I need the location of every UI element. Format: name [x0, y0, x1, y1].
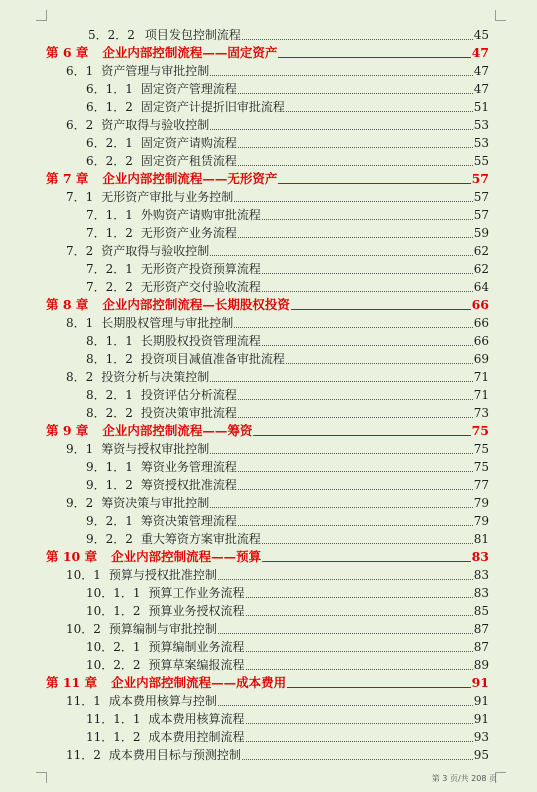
toc-entry-page: 77	[473, 478, 489, 492]
toc-leader-dots	[262, 273, 473, 274]
toc-entry[interactable]	[46, 728, 489, 746]
toc-entry-number: 6．1	[66, 64, 94, 78]
toc-entry-number: 9．1．1	[86, 460, 133, 474]
toc-entry-title: 企业内部控制流程——固定资产	[102, 45, 278, 60]
toc-chapter-entry[interactable]	[46, 170, 489, 188]
toc-entry-number: 10．2	[66, 622, 101, 636]
toc-leader-dots	[218, 579, 473, 580]
toc-leader-dots	[238, 237, 473, 238]
toc-leader-dots	[234, 201, 472, 202]
toc-entry[interactable]	[46, 476, 489, 494]
toc-entry-title: 无形资产投资预算流程	[140, 262, 261, 276]
toc-leader-dots	[253, 435, 470, 436]
toc-entry-title: 成本费用核算流程	[148, 712, 245, 726]
toc-leader-dots	[286, 363, 473, 364]
toc-entry-page: 66	[473, 334, 489, 348]
toc-entry-number: 8．2．2	[86, 406, 133, 420]
toc-entry-title: 成本费用核算与控制	[108, 694, 217, 708]
toc-entry-title: 长期股权管理与审批控制	[101, 316, 234, 330]
crop-mark-top-left	[36, 10, 47, 21]
toc-entry-number: 第 8 章	[46, 297, 89, 312]
toc-chapter-entry[interactable]	[46, 422, 489, 440]
toc-entry-number: 7．1．2	[86, 226, 133, 240]
toc-leader-dots	[238, 165, 473, 166]
toc-entry-page: 57	[473, 190, 489, 204]
toc-entry-title: 预算编制业务流程	[148, 640, 245, 654]
toc-leader-dots	[262, 345, 473, 346]
toc-entry-title: 投资项目减值准备审批流程	[140, 352, 285, 366]
toc-entry[interactable]	[46, 152, 489, 170]
toc-entry-page: 59	[473, 226, 489, 240]
toc-entry-page: 62	[473, 244, 489, 258]
toc-entry[interactable]	[46, 134, 489, 152]
toc-entry-title: 预算业务授权流程	[148, 604, 245, 618]
toc-entry[interactable]	[46, 692, 489, 710]
toc-leader-dots	[262, 291, 473, 292]
toc-entry-page: 66	[473, 316, 489, 330]
toc-entry-number: 11．2	[66, 748, 101, 762]
toc-entry[interactable]	[46, 746, 489, 764]
toc-entry-number: 11．1．2	[86, 730, 141, 744]
toc-entry-number: 11．1．1	[86, 712, 141, 726]
toc-entry-page: 75	[471, 423, 489, 438]
toc-entry-number: 8．1	[66, 316, 94, 330]
toc-entry-number: 5．2．2	[88, 28, 135, 42]
toc-entry-title: 投资决策审批流程	[140, 406, 237, 420]
toc-entry-title: 筹资业务管理流程	[140, 460, 237, 474]
toc-leader-dots	[210, 255, 472, 256]
toc-entry-page: 87	[473, 622, 489, 636]
toc-entry-page: 69	[473, 352, 489, 366]
toc-leader-dots	[238, 471, 473, 472]
toc-entry-number: 6．2	[66, 118, 94, 132]
toc-leader-dots	[210, 129, 472, 130]
toc-entry-number: 7．1．1	[86, 208, 133, 222]
toc-leader-dots	[246, 669, 473, 670]
toc-entry-title: 固定资产请购流程	[140, 136, 237, 150]
toc-entry-page: 55	[473, 154, 489, 168]
toc-entry-title: 企业内部控制流程——预算	[111, 549, 262, 564]
toc-entry[interactable]	[46, 404, 489, 422]
toc-leader-dots	[278, 57, 470, 58]
toc-entry-page: 91	[473, 712, 489, 726]
toc-entry[interactable]	[46, 368, 489, 386]
toc-entry-title: 无形资产交付验收流程	[140, 280, 261, 294]
toc-entry-number: 9．2	[66, 496, 94, 510]
toc-chapter-entry[interactable]	[46, 296, 489, 314]
toc-entry[interactable]	[46, 242, 489, 260]
toc-entry-number: 6．2．1	[86, 136, 133, 150]
toc-entry[interactable]	[46, 602, 489, 620]
toc-entry-number: 11．1	[66, 694, 101, 708]
toc-entry[interactable]	[46, 440, 489, 458]
toc-entry[interactable]	[46, 458, 489, 476]
toc-leader-dots	[246, 723, 473, 724]
toc-entry-title: 无形资产业务流程	[140, 226, 237, 240]
toc-entry[interactable]	[46, 566, 489, 584]
toc-entry-number: 9．2．1	[86, 514, 133, 528]
toc-leader-dots	[291, 309, 471, 310]
toc-leader-dots	[246, 597, 473, 598]
toc-entry-title: 固定资产租赁流程	[140, 154, 237, 168]
toc-entry-title: 筹资授权批准流程	[140, 478, 237, 492]
toc-entry-title: 资产取得与验收控制	[101, 244, 210, 258]
toc-entry-page: 64	[473, 280, 489, 294]
toc-entry-page: 47	[473, 64, 489, 78]
toc-entry-number: 10．1．1	[86, 586, 141, 600]
toc-leader-dots	[210, 75, 472, 76]
toc-entry-page: 75	[473, 442, 489, 456]
toc-entry-number: 6．1．1	[86, 82, 133, 96]
toc-leader-dots	[238, 147, 473, 148]
toc-entry[interactable]	[46, 224, 489, 242]
toc-entry-page: 62	[473, 262, 489, 276]
toc-entry[interactable]	[46, 116, 489, 134]
toc-entry[interactable]	[46, 80, 489, 98]
toc-entry-page: 57	[471, 171, 489, 186]
toc-entry[interactable]	[46, 386, 489, 404]
toc-entry-number: 9．1．2	[86, 478, 133, 492]
toc-entry-page: 53	[473, 136, 489, 150]
toc-leader-dots	[246, 615, 473, 616]
toc-entry-page: 89	[473, 658, 489, 672]
toc-entry-title: 预算工作业务流程	[148, 586, 245, 600]
toc-leader-dots	[238, 93, 473, 94]
toc-entry-page: 91	[473, 694, 489, 708]
toc-entry-page: 47	[473, 82, 489, 96]
crop-mark-bottom-left	[36, 772, 47, 783]
toc-entry-number: 6．1．2	[86, 100, 133, 114]
page-number-footer: 第 3 页/共 208 页	[431, 774, 497, 783]
toc-leader-dots	[238, 525, 473, 526]
toc-leader-dots	[278, 183, 470, 184]
toc-entry[interactable]	[46, 584, 489, 602]
toc-leader-dots	[238, 489, 473, 490]
toc-leader-dots	[262, 219, 473, 220]
toc-entry-title: 筹资与授权审批控制	[101, 442, 210, 456]
toc-entry-number: 8．2	[66, 370, 94, 384]
toc-leader-dots	[210, 507, 472, 508]
toc-entry-title: 固定资产计提折旧审批流程	[140, 100, 285, 114]
toc-entry-page: 75	[473, 460, 489, 474]
toc-leader-dots	[238, 399, 473, 400]
toc-entry-page: 71	[473, 370, 489, 384]
toc-entry-page: 85	[473, 604, 489, 618]
toc-entry-title: 成本费用控制流程	[148, 730, 245, 744]
toc-entry-number: 9．2．2	[86, 532, 133, 546]
toc-entry[interactable]	[46, 188, 489, 206]
toc-leader-dots	[246, 741, 473, 742]
toc-entry-number: 8．1．1	[86, 334, 133, 348]
toc-entry-title: 项目发包控制流程	[144, 28, 241, 42]
toc-leader-dots	[242, 39, 473, 40]
toc-entry-page: 87	[473, 640, 489, 654]
toc-entry-page: 53	[473, 118, 489, 132]
toc-entry[interactable]	[46, 332, 489, 350]
toc-leader-dots	[242, 759, 473, 760]
toc-entry-title: 企业内部控制流程——筹资	[102, 423, 253, 438]
toc-entry-page: 95	[473, 748, 489, 762]
toc-entry-number: 7．2．1	[86, 262, 133, 276]
toc-entry-number: 10．1．2	[86, 604, 141, 618]
toc-entry-page: 73	[473, 406, 489, 420]
toc-entry[interactable]	[46, 638, 489, 656]
toc-leader-dots	[234, 327, 472, 328]
toc-entry-number: 第 10 章	[46, 549, 98, 564]
toc-chapter-entry[interactable]	[46, 44, 489, 62]
toc-chapter-entry[interactable]	[46, 674, 489, 692]
toc-leader-dots	[286, 111, 473, 112]
toc-entry-title: 预算与授权批准控制	[108, 568, 217, 582]
toc-entry-title: 重大筹资方案审批流程	[140, 532, 261, 546]
toc-entry-title: 投资分析与决策控制	[101, 370, 210, 384]
toc-entry-number: 8．1．2	[86, 352, 133, 366]
toc-chapter-entry[interactable]	[46, 548, 489, 566]
toc-entry-title: 企业内部控制流程——无形资产	[102, 171, 278, 186]
toc-entry[interactable]	[46, 260, 489, 278]
toc-entry-title: 无形资产审批与业务控制	[101, 190, 234, 204]
toc-entry-page: 81	[473, 532, 489, 546]
toc-entry-number: 9．1	[66, 442, 94, 456]
toc-entry[interactable]	[46, 620, 489, 638]
toc-leader-dots	[287, 687, 470, 688]
toc-leader-dots	[210, 381, 472, 382]
toc-entry-number: 10．1	[66, 568, 101, 582]
toc-entry-number: 第 6 章	[46, 45, 89, 60]
toc-entry-title: 企业内部控制流程——成本费用	[111, 675, 287, 690]
toc-entry-page: 83	[473, 586, 489, 600]
toc-entry[interactable]	[46, 512, 489, 530]
toc-entry-number: 7．2．2	[86, 280, 133, 294]
toc-leader-dots	[238, 417, 473, 418]
toc-leader-dots	[218, 705, 473, 706]
toc-entry-title: 长期股权投资管理流程	[140, 334, 261, 348]
toc-entry[interactable]	[46, 206, 489, 224]
toc-entry-page: 79	[473, 514, 489, 528]
toc-leader-dots	[218, 633, 473, 634]
toc-entry-page: 83	[471, 549, 489, 564]
toc-entry-page: 66	[471, 297, 489, 312]
toc-entry-title: 筹资决策管理流程	[140, 514, 237, 528]
toc-entry-page: 83	[473, 568, 489, 582]
toc-entry-number: 7．1	[66, 190, 94, 204]
toc-leader-dots	[246, 651, 473, 652]
toc-entry-title: 投资评估分析流程	[140, 388, 237, 402]
toc-entry-page: 79	[473, 496, 489, 510]
toc-entry-number: 7．2	[66, 244, 94, 258]
toc-entry-title: 外购资产请购审批流程	[140, 208, 261, 222]
toc-entry-number: 第 11 章	[46, 675, 98, 690]
toc-entry-page: 51	[473, 100, 489, 114]
toc-entry[interactable]	[46, 314, 489, 332]
toc-entry-title: 筹资决策与审批控制	[101, 496, 210, 510]
toc-entry[interactable]	[46, 62, 489, 80]
toc-leader-dots	[210, 453, 472, 454]
toc-entry-title: 固定资产管理流程	[140, 82, 237, 96]
toc-entry-number: 10．2．1	[86, 640, 141, 654]
toc-entry-page: 71	[473, 388, 489, 402]
toc-entry-number: 第 9 章	[46, 423, 89, 438]
toc-leader-dots	[262, 561, 470, 562]
toc-entry[interactable]	[46, 494, 489, 512]
toc-entry-number: 6．2．2	[86, 154, 133, 168]
toc-entry[interactable]	[46, 656, 489, 674]
toc-entry[interactable]	[46, 530, 489, 548]
toc-entry-page: 47	[471, 45, 489, 60]
toc-entry-title: 预算草案编报流程	[148, 658, 245, 672]
crop-mark-top-right	[495, 10, 506, 21]
toc-entry[interactable]	[46, 98, 489, 116]
toc-entry-page: 91	[471, 675, 489, 690]
toc-entry[interactable]	[46, 710, 489, 728]
toc-entry-page: 57	[473, 208, 489, 222]
toc-entry-number: 8．2．1	[86, 388, 133, 402]
table-of-contents	[46, 26, 489, 764]
toc-entry[interactable]	[46, 26, 489, 44]
toc-entry-title: 成本费用目标与预测控制	[108, 748, 241, 762]
toc-entry-title: 资产取得与验收控制	[101, 118, 210, 132]
toc-entry[interactable]	[46, 278, 489, 296]
toc-entry-number: 10．2．2	[86, 658, 141, 672]
toc-entry-title: 资产管理与审批控制	[101, 64, 210, 78]
toc-entry-title: 预算编制与审批控制	[108, 622, 217, 636]
toc-leader-dots	[262, 543, 473, 544]
toc-entry[interactable]	[46, 350, 489, 368]
toc-entry-page: 45	[473, 28, 489, 42]
toc-entry-title: 企业内部控制流程—长期股权投资	[102, 297, 290, 312]
toc-entry-page: 93	[473, 730, 489, 744]
toc-entry-number: 第 7 章	[46, 171, 89, 186]
